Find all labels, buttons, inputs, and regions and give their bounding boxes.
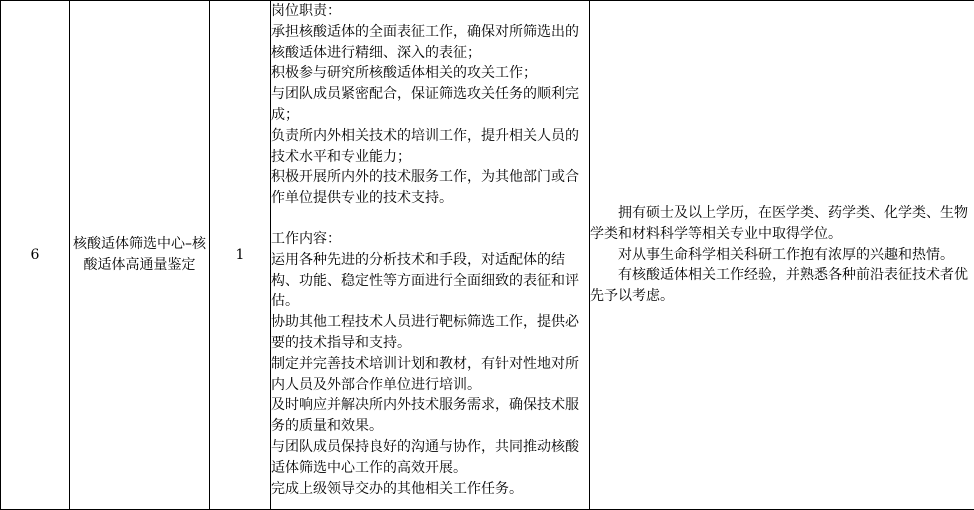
responsibility-item: 与团队成员紧密配合，保证筛选攻关任务的顺利完成；: [271, 86, 579, 123]
row-number: 6: [1, 1, 70, 510]
paragraph-gap: [271, 209, 589, 229]
headcount: 1: [210, 1, 271, 510]
responsibility-item: 承担核酸适体的全面表征工作，确保对所筛选出的核酸适体进行精细、深入的表征；: [271, 23, 579, 61]
requirement-item: 有核酸适体相关工作经验，并熟悉各种前沿表征技术者优先予以考虑。: [590, 267, 968, 305]
work-item: 协助其他工程技术人员进行靶标筛选工作，提供必要的技术指导和支持。: [271, 314, 579, 351]
work-item: 及时响应并解决所内外技术服务需求，确保技术服务的质量和效果。: [271, 397, 579, 435]
requirements-cell: [590, 1, 974, 510]
responsibility-item: 负责所内外相关技术的培训工作，提升相关人员的技术水平和专业能力；: [271, 127, 579, 165]
work-item: 制定并完善技术培训计划和教材，有针对性地对所内人员及外部合作单位进行培训。: [271, 355, 579, 393]
requirement-item: 拥有硕士及以上学历，在医学类、药学类、化学类、生物学类和材料科学等相关专业中取得学位。: [590, 205, 968, 242]
work-item: 完成上级领导交办的其他相关工作任务。: [271, 480, 523, 497]
work-item: 与团队成员保持良好的沟通与协作，共同推动核酸适体筛选中心工作的高效开展。: [271, 438, 579, 476]
table-row: [1, 1, 974, 510]
responsibility-item: 积极开展所内外的技术服务工作，为其他部门或合作单位提供专业的技术支持。: [271, 169, 579, 207]
department-name: 核酸适体筛选中心–核酸适体高通量鉴定: [70, 1, 210, 510]
duties-cell: [271, 1, 590, 510]
responsibility-item: 积极参与研究所核酸适体相关的攻关工作；: [271, 65, 537, 82]
responsibility-heading: 岗位职责：: [271, 3, 341, 19]
work-heading: 工作内容：: [271, 230, 341, 247]
work-item: 运用各种先进的分析技术和手段，对适配体的结构、功能、稳定性等方面进行全面细致的表征和评估。: [271, 251, 579, 310]
requirement-item: 对从事生命科学相关科研工作抱有浓厚的兴趣和热情。: [618, 246, 954, 263]
